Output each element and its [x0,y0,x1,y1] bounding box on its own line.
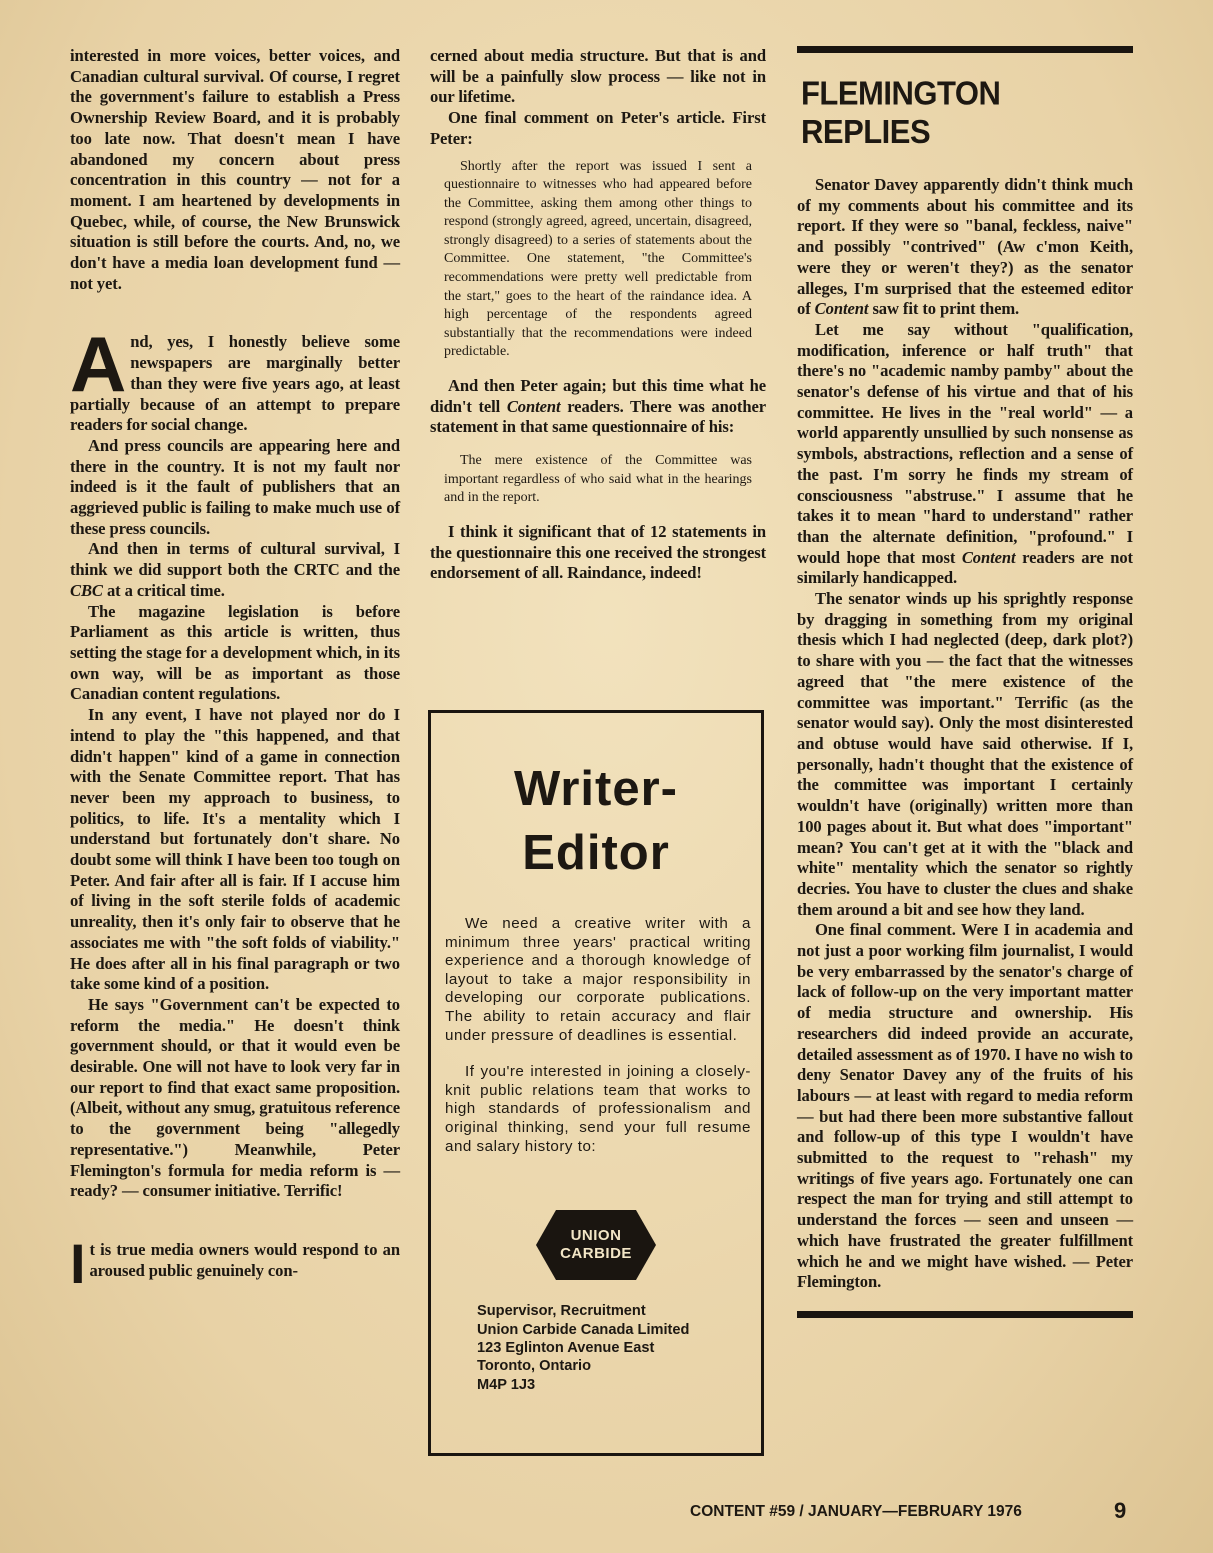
column-left [70,46,400,1295]
page-footer: CONTENT #59 / JANUARY—FEBRUARY 1976 [690,1503,1022,1520]
column-middle [430,46,766,584]
ad-paragraph: We need a creative writer with a minimum three years' practical writing experience and a thorough knowledge of layout to take a major responsibility in developing our corporate publications. The ability to retain accuracy and flair under pressure of deadlines is essential. [445,915,751,1044]
ad-title-line: Editor [522,826,670,880]
page-number: 9 [1114,1498,1127,1523]
paragraph: In any event, I have not played nor do I intend to play the "this happened, and that didn't happen" kind of a game in connection with the Senate Committee report. That has never been my approach to business, to politics, to life. It's a mentality which I understand but fortunately don't share. No doubt some will think I have been too tough on Peter. And fair after all is fair. If I accuse him of living in the soft sterile folds of academic unreality, then it's only fair to observe that he associates me with "the soft folds of viability." He does after all in his final paragraph or two take some kind of a position. [70,705,400,994]
job-advertisement [428,710,764,1456]
paragraph [797,320,1133,589]
paragraph [70,320,400,436]
italic-text: Content [814,299,869,319]
spacer [797,1293,1133,1311]
paragraph-text: readers. There was another statement in that same questionnaire of his: [430,396,766,437]
paragraph [430,376,766,438]
union-carbide-logo [536,1210,656,1280]
paragraph-text: readers are not similarly handicapped. [797,547,1133,588]
italic-text: Content [506,396,561,416]
bottom-rule [797,1311,1133,1318]
spacer [430,438,766,452]
spacer [430,362,766,376]
italic-text: Content [961,547,1016,567]
paragraph: cerned about media structure. But that is and will be a painfully slow process — like not in our lifetime. [430,46,766,107]
drop-cap: A [70,320,127,409]
spacer [431,1045,761,1063]
paragraph-text: And then in terms of cultural survival, I think we did support both the CRTC and the [70,539,400,580]
paragraph: He says "Government can't be expected to reform the media." He doesn't think government should, or that it would even be desirable. One will not have to look very far in our report to find that exact same proposition. (Albeit, without any smug, gratuitous reference to the government being "allegedly representative.") Meanwhile, Peter Flemington's formula for media reform is — ready? — consumer initiative. Terrific! [70,994,400,1201]
paragraph: The senator winds up his sprightly response by dragging in something from my original thesis which I had neglected (deep, dark plot?) to share with you — the fact that the witnesses agreed that "the mere existence of the committee was important." Terrific (as the senator would say). Only the most disinterested and obtuse would have said otherwise. If I, personally, hadn't thought that the existence of the committee was important I certainly wouldn't have (originally) written more than 100 pages about it. But what does "important" mean? You can't get at it with the "black and white" mentality which the senator so rightly decries. You have to cluster the clues and shake them around a bit and see how they land. [797,589,1133,919]
paragraph: One final comment on Peter's article. First Peter: [430,108,766,148]
address-line: Supervisor, Recruitment [477,1303,646,1320]
spacer [430,508,766,522]
paragraph: One final comment. Were I in academia and not just a poor working film journalist, I would be very embarrassed by the senator's charge of lack of follow-up on the very important matter of media structure and ownership. His researchers did indeed provide an accurate, detailed assessment as of 1970. I have no wish to deny Senator Davey any of the fruits of his labours — at least with regard to media reform — but had there been more substantive fallout and follow-up of this type I wouldn't have submitted to the request to "rehash" my writings of five years ago. Fortunately one can respect the man for trying and still attempt to understand the forces — seen and unseen — which have frustrated the greater fulfillment which he and we might have wished. — Peter Flemington. [797,920,1133,1292]
paragraph-text: saw fit to print them. [868,299,1020,319]
paragraph-text: nd, yes, I honestly believe some newspapers are marginally better than they were five years ago, at least partially because of an attempt to prepare readers for social change. [70,332,400,435]
column-right [797,46,1133,1318]
paragraph: interested in more voices, better voices, and Canadian cultural survival. Of course, I regret the government's failure to establish a Press Ownership Review Board, and it is probably too late now. That doesn't mean I have abandoned my concern about press concentration in this country — not for a moment. I am heartened by developments in Quebec, while, of course, the New Brunswick situation is still before the courts. And, no, we don't have a media loan development fund — not yet. [70,46,400,293]
ad-paragraph: If you're interested in joining a closely-knit public relations team that works to high standards of professionalism and original thinking, send your full resume and salary history to: [445,1063,751,1155]
paragraph: I think it significant that of 12 statements in the questionnaire this one received the strongest endorsement of all. Raindance, indeed! [430,521,766,583]
logo-text: CARBIDE [560,1245,632,1263]
block-quote: Shortly after the report was issued I sent a questionnaire to witnesses who had appeared before the Committee, asking them among other things to respond (strongly agreed, agreed, uncertain, disagreed, strongly disagreed) to a series of statements about the Committee. One statement, "the Committee's recommendations were pretty well predictable from the start," goes to the heart of the raindance idea. A high percentage of the respondents agreed substantially that the recommendations were indeed predictable. [444,158,752,360]
paragraph [70,539,400,601]
spacer [430,150,766,158]
logo-text: UNION [570,1227,622,1245]
italic-text: CBC [70,580,103,600]
block-quote: The mere existence of the Committee was important regardless of who said what in the hearings and in the report. [444,453,752,506]
paragraph [797,175,1133,320]
paragraph: The magazine legislation is before Parliament as this article is written, thus setting the stage for a development which, in its own way, will be as important as those Canadian content regulations. [70,601,400,704]
address-line: M4P 1J3 [477,1376,536,1393]
ad-title [431,757,761,885]
top-rule [797,46,1133,53]
address-line: Toronto, Ontario [477,1358,592,1375]
ad-address [477,1302,761,1394]
article-heading: FLEMINGTON REPLIES [801,74,1001,151]
paragraph-text: Let me say without "qualification, modification, inference or half truth" that there's no "academic namby pamby" about the senator's defense of his virtue and that of his committee. He lives in the "real world" — a world apparently unsullied by such nonsense as symbols, abstractions, reflection and a sense of the past. I'm sorry he finds my stream of consciousness "abstruse." I assume that he takes it to mean "hard to understand" rather than the alternate definition, "profound." I would hope that most [797,319,1133,567]
spacer [431,885,761,915]
paragraph: And press councils are appearing here and there in the country. It is not my fault nor indeed is it the fault of publishers that an aggrieved public is failing to make much use of these press councils. [70,435,400,538]
spacer [70,1202,400,1240]
ad-title-line: Writer- [513,762,678,816]
address-line: Union Carbide Canada Limited [477,1321,690,1338]
drop-cap: I [70,1231,86,1295]
paragraph-text: And then Peter again; but this time what he didn't tell [430,376,766,416]
paragraph-text: t is true media owners would respond to an aroused public genuinely con- [89,1239,400,1280]
paragraph-text: Senator Davey apparently didn't think much of my comments about his committee and its report. If they were so "banal, feckless, naive" and possibly "contrived" (Aw c'mon Keith, were they or weren't they?) as the senator alleges, I'm surprised that the esteemed editor of [797,175,1133,319]
paragraph-text: at a critical time. [102,580,225,600]
address-line: 123 Eglinton Avenue East [477,1339,655,1356]
paragraph [70,1231,400,1295]
